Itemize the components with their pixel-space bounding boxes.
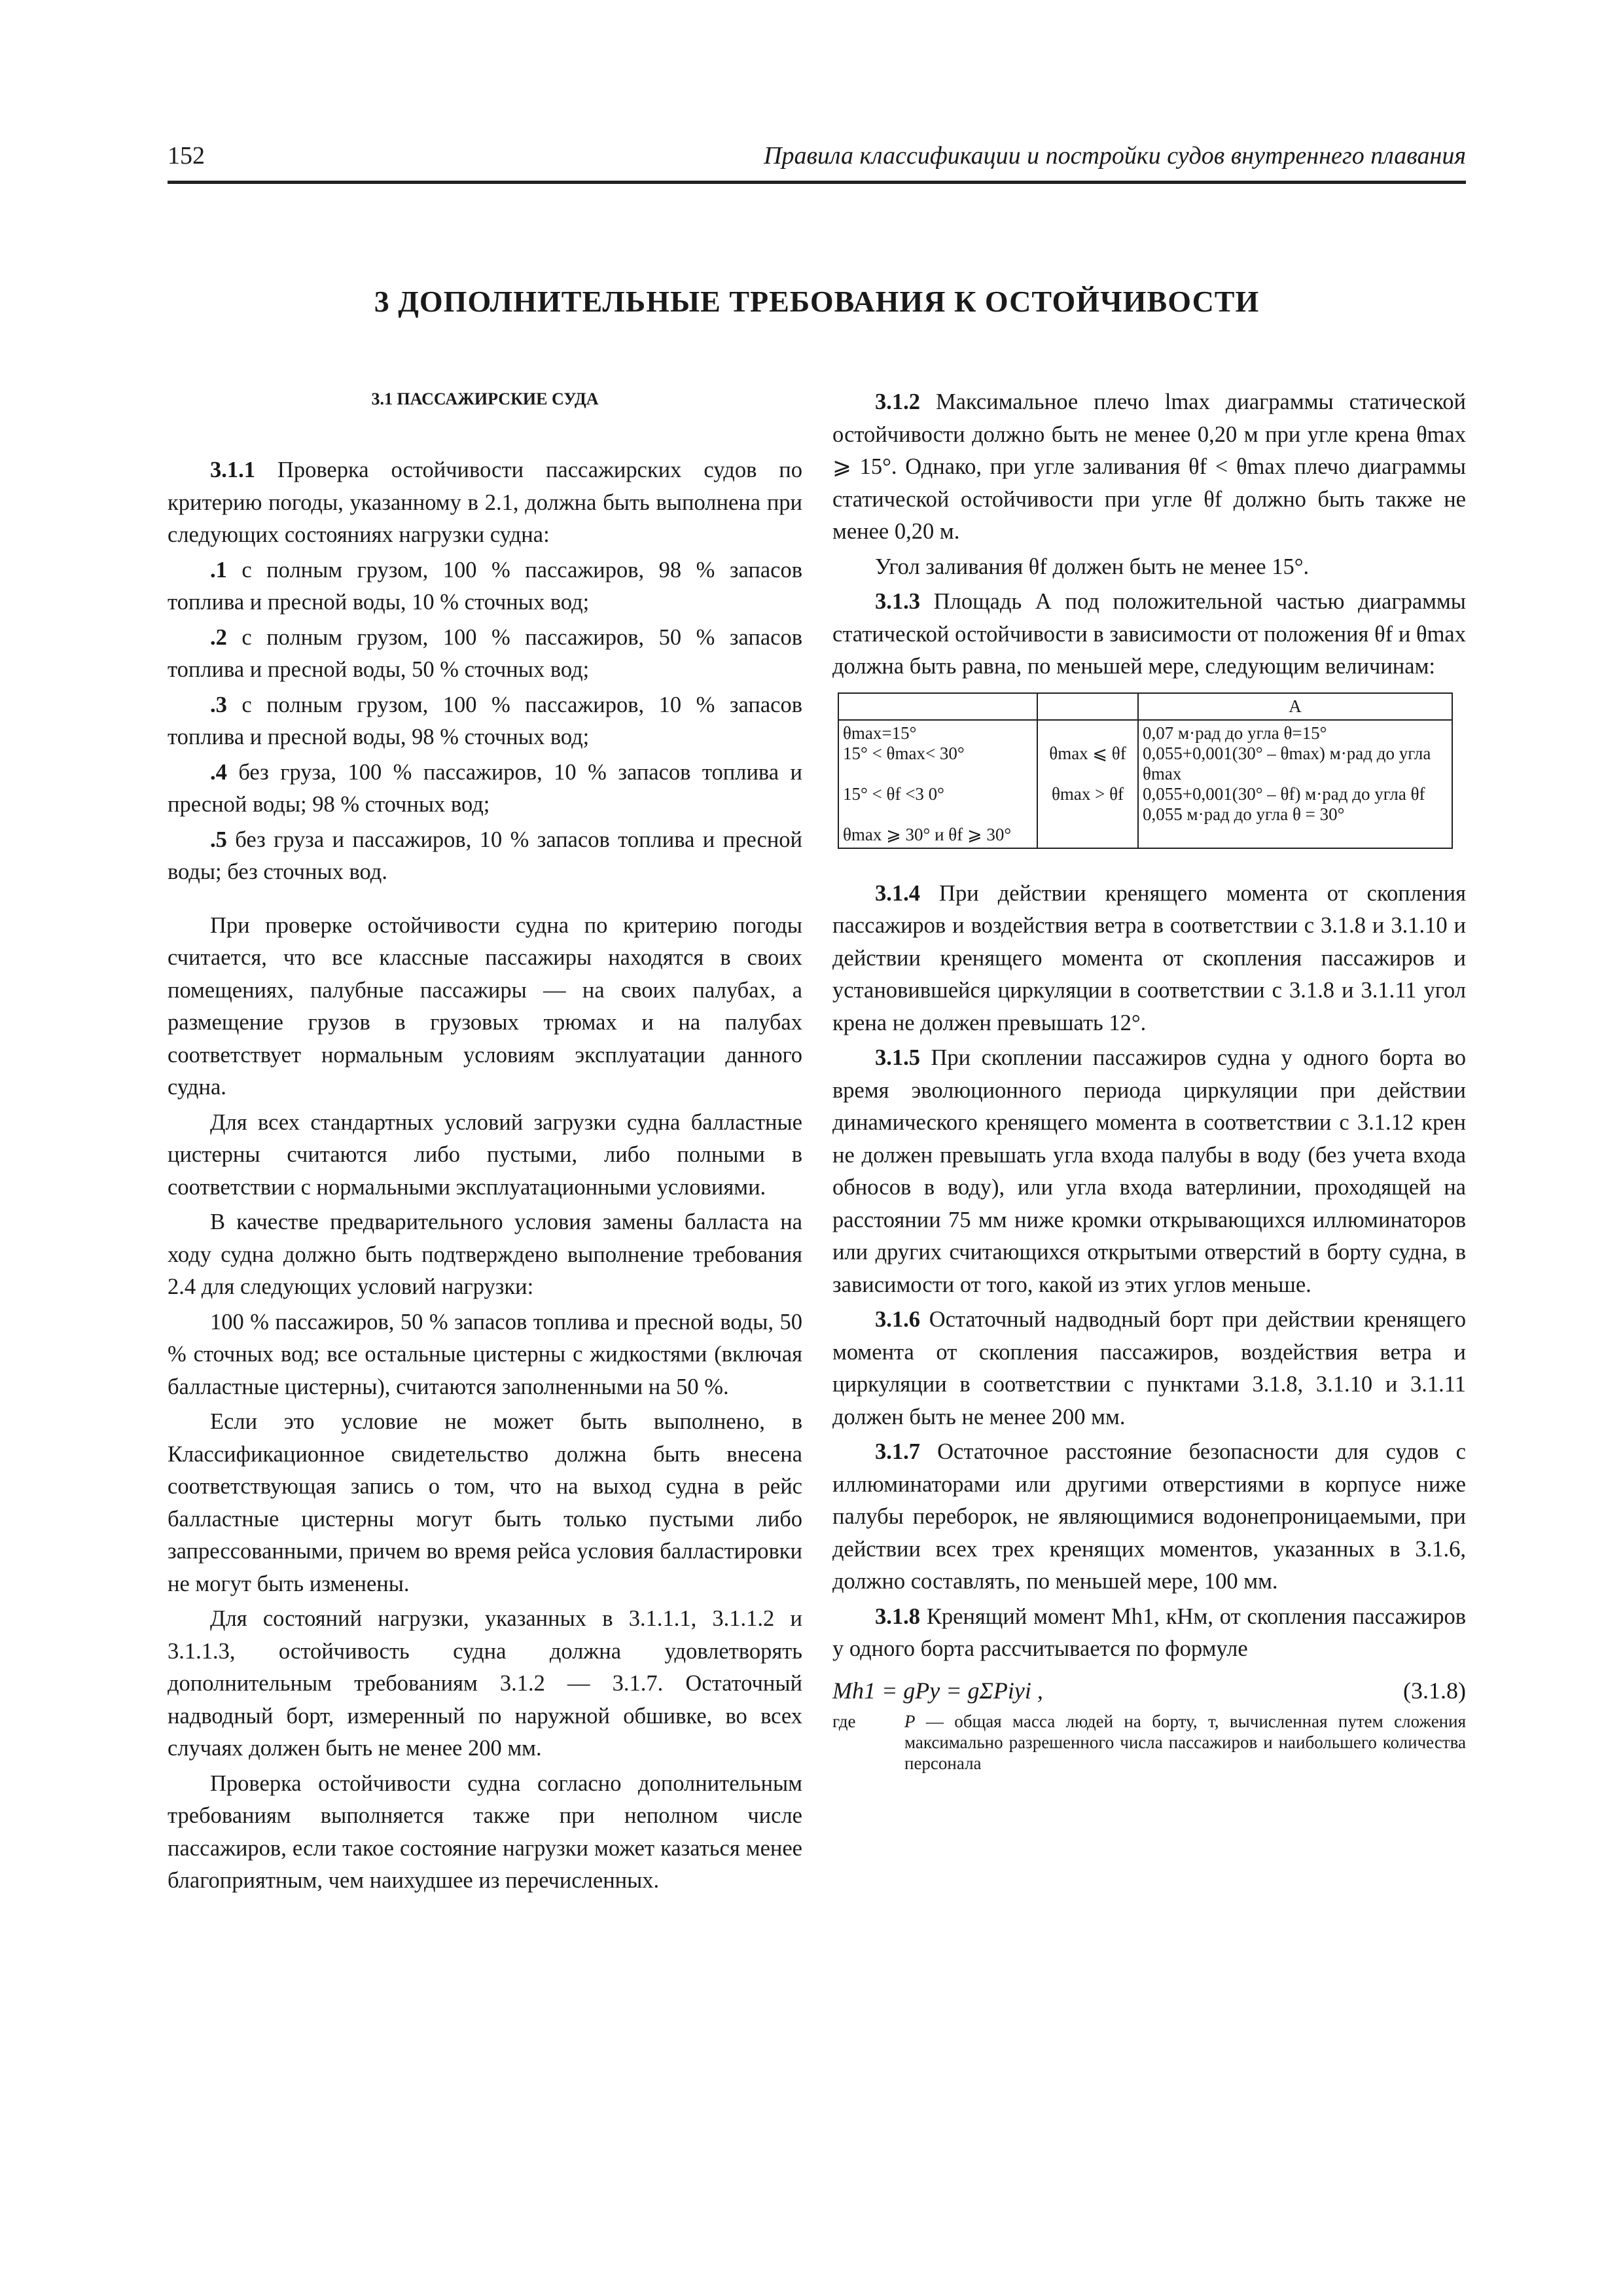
- paragraph-3-1-2: 3.1.2 Максимальное плечо lmax диаграммы статической остойчивости должно быть не менее 0,20 м при угле крена θmax ⩾ 15°. Однако, при угле заливания θf < θmax плечо диаграммы статической остойчивости при угле θf должно быть также не менее 0,20 м.: [832, 389, 1466, 544]
- paragraph-3-1-1: 3.1.1 Проверка остойчивости пассажирских судов по критерию погоды, указанному в 2.1, должна быть выполнена при следующих состояниях нагрузки судна:: [168, 457, 802, 547]
- formula-number: (3.1.8): [1403, 1677, 1466, 1704]
- table-header-row: [838, 693, 1452, 720]
- paragraph: При проверке остойчивости судна по критерию погоды считается, что все классные пассажиры находятся в своих помещениях, палубные пассажиры — на своих палубах, а размещение грузов в грузовых трюмах и на палубах соответствует нормальным условиям эксплуатации данного судна.: [168, 912, 802, 1100]
- page-header: [168, 140, 1466, 184]
- paragraph-3-1-3: 3.1.3 Площадь А под положительной частью диаграммы статической остойчивости в зависимости от положения θf и θmax должна быть равна, по меньшей мере, следующим величинам:: [832, 589, 1466, 679]
- formula-expression: Mh1 = gPy = gΣPiyi ,: [832, 1677, 1043, 1704]
- right-column: [832, 386, 1466, 1774]
- section-title: 3.1 ПАССАЖИРСКИЕ СУДА: [371, 389, 599, 408]
- chapter-title: 3 ДОПОЛНИТЕЛЬНЫЕ ТРЕБОВАНИЯ К ОСТОЙЧИВОСТИ: [374, 285, 1260, 318]
- paragraph-3-1-5: 3.1.5 При скоплении пассажиров судна у одного борта во время эволюционного периода циркуляции при действии динамического кренящего момента в соответствии с 3.1.12 крен не должен превышать угла входа палубы в воду (без учета входа обносов в воду), или угла входа ватерлинии, проходящей на расстоянии 75 мм ниже кромки открывающихся иллюминаторов или других считающихся открытыми отверстий в борту судна, в зависимости от того, какой из этих углов меньше.: [832, 1045, 1466, 1297]
- paragraph: В качестве предварительного условия замены балласта на ходу судна должно быть подтверждено выполнение требования 2.4 для следующих условий нагрузки:: [168, 1210, 802, 1299]
- list-item: .3 с полным грузом, 100 % пассажиров, 10 % запасов топлива и пресной воды, 98 % сточных вод;: [168, 692, 802, 749]
- formula-legend: где P — общая масса людей на борту, т, вычисленная путем сложения максимально разрешенного числа пассажиров и наибольшего количества персонала: [832, 1712, 1466, 1773]
- paragraph: Угол заливания θf должен быть не менее 15°.: [875, 554, 1310, 579]
- left-column: [168, 386, 802, 1900]
- paragraph: Проверка остойчивости судна согласно дополнительным требованиям выполняется также при неполном числе пассажиров, если такое состояние нагрузки может казаться менее благоприятным, чем наихудшее из перечисленных.: [168, 1770, 802, 1893]
- where-label: где: [832, 1712, 856, 1731]
- paragraph-3-1-6: 3.1.6 Остаточный надводный борт при действии кренящего момента от скопления пассажиров, воздействия ветра и циркуляции в соответствии с пунктами 3.1.8, 3.1.10 и 3.1.11 должен быть не менее 200 мм.: [832, 1307, 1466, 1429]
- paragraph-3-1-4: 3.1.4 При действии кренящего момента от скопления пассажиров и воздействия ветра в соответствии с 3.1.8 и 3.1.10 и действии кренящего момента от скопления пассажиров и установившейся циркуляции в соответствии с 3.1.8 и 3.1.11 угол крена не должен превышать 12°.: [832, 880, 1466, 1035]
- paragraph: Если это условие не может быть выполнено, в Классификационное свидетельство должна быть внесена соответствующая запись о том, что на выход судна в рейс балластные цистерны могут быть только пустыми либо запрессованными, причем во время рейса условия балластировки не могут быть изменены.: [168, 1409, 802, 1596]
- paragraph: Для состояний нагрузки, указанных в 3.1.1.1, 3.1.1.2 и 3.1.1.3, остойчивость судна должна удовлетворять дополнительным требованиям 3.1.2 — 3.1.7. Остаточный надводный борт, измеренный по наружной обшивке, во всех случаях должен быть не менее 200 мм.: [168, 1606, 802, 1761]
- list-item: .2 с полным грузом, 100 % пассажиров, 50 % запасов топлива и пресной воды, 50 % сточных вод;: [168, 624, 802, 682]
- formula-3-1-8: [832, 1675, 1466, 1708]
- table-row: θmax=15° 15° < θmax< 30° 15° < θf <3 0° θmax ⩾ 30° и θf ⩾ 30° θmax ⩽ θf θmax > θf 0,07 м·рад до угла θ=15° 0,055+0,001(30° – θmax) м·рад до угла θmax 0,055+0,001(30° – θf) м·рад до угла θf 0,055 м·рад до угла θ = 30°: [838, 720, 1452, 848]
- area-requirements-table: [832, 692, 1466, 849]
- running-title: Правила классификации и постройки судов внутреннего плавания: [764, 142, 1466, 170]
- paragraph: 100 % пассажиров, 50 % запасов топлива и пресной воды, 50 % сточных вод; все остальные цистерны с жидкостями (включая балластные цистерны), считаются заполненными на 50 %.: [168, 1309, 802, 1399]
- page-number: 152: [168, 142, 205, 170]
- paragraph-3-1-8: 3.1.8 Кренящий момент Mh1, кНм, от скопления пассажиров у одного борта рассчитывается по формуле: [832, 1604, 1466, 1661]
- clause-number: 3.1.1: [210, 457, 255, 482]
- paragraph: Для всех стандартных условий загрузки судна балластные цистерны считаются либо пустыми, либо полными в соответствии с нормальными эксплуатационными условиями.: [168, 1109, 802, 1200]
- paragraph-3-1-7: 3.1.7 Остаточное расстояние безопасности для судов с иллюминаторами или другими отверстиями в корпусе ниже палубы переборок, не являющимися водонепроницаемыми, при действии всех трех кренящих моментов, указанных в 3.1.6, должно составлять, по меньшей мере, 100 мм.: [832, 1439, 1466, 1594]
- list-item: .5 без груза и пассажиров, 10 % запасов топлива и пресной воды; без сточных вод.: [168, 827, 802, 884]
- list-item: .1 с полным грузом, 100 % пассажиров, 98 % запасов топлива и пресной воды, 10 % сточных вод;: [168, 557, 802, 615]
- column-header-a: A: [1138, 693, 1452, 720]
- list-item: .4 без груза, 100 % пассажиров, 10 % запасов топлива и пресной воды; 98 % сточных вод;: [168, 759, 802, 817]
